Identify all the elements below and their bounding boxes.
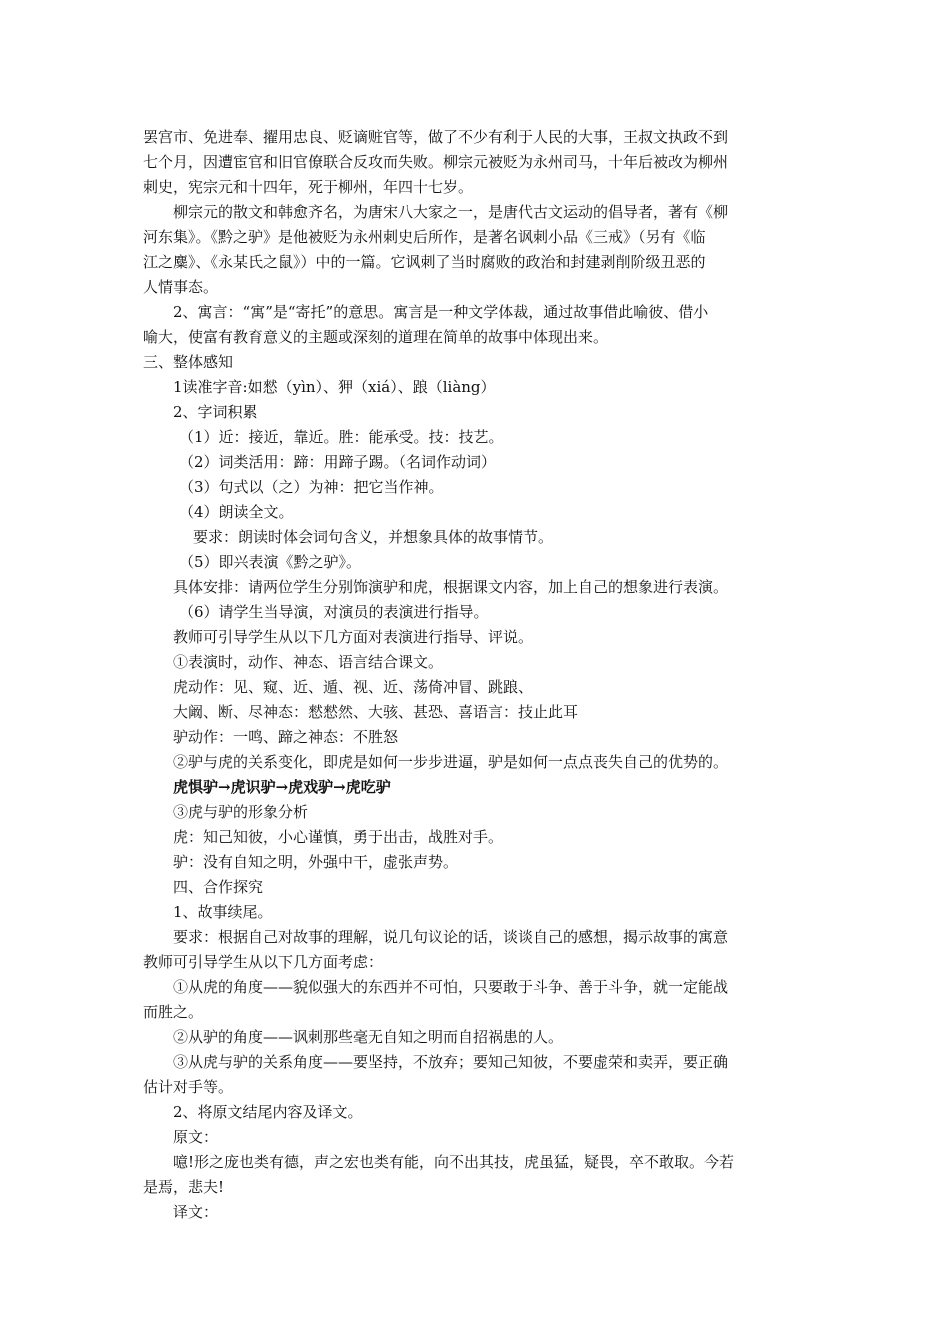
text-line: 七个月，因遭宦官和旧官僚联合反攻而失败。柳宗元被贬为永州司马，十年后被改为柳州 (143, 153, 729, 171)
text-line: 噫!形之庞也类有德，声之宏也类有能，向不出其技，虎虽猛，疑畏，卒不敢取。今若 (173, 1153, 735, 1171)
text-line: ②驴与虎的关系变化，即虎是如何一步步进逼，驴是如何一点点丧失自己的优势的。 (173, 753, 729, 771)
text-line: 原文： (173, 1128, 219, 1146)
text-line: （1）近：接近，靠近。胜：能承受。技：技艺。 (179, 428, 504, 446)
text-line: 刺史，宪宗元和十四年，死于柳州，年四十七岁。 (143, 178, 474, 196)
text-line: （6）请学生当导演，对演员的表演进行指导。 (179, 603, 489, 621)
text-line: 喻大，使富有教育意义的主题或深刻的道理在简单的故事中体现出来。 (143, 328, 609, 346)
text-line: 2、寓言：“寓”是“寄托”的意思。寓言是一种文学体裁，通过故事借此喻彼、借小 (173, 303, 709, 321)
section-heading: 三、整体感知 (143, 353, 234, 371)
text-line: ①表演时，动作、神态、语言结合课文。 (173, 653, 444, 671)
text-line: ①从虎的角度——貌似强大的东西并不可怕，只要敢于斗争、善于斗争，就一定能战 (173, 978, 729, 996)
text-line: 虎：知己知彼，小心谨慎，勇于出击，战胜对手。 (173, 828, 504, 846)
text-line: 是焉，悲夫! (143, 1178, 225, 1196)
text-line: 驴：没有自知之明，外强中干，虚张声势。 (173, 853, 459, 871)
text-line: 驴动作：一鸣、蹄之神态：不胜怒 (173, 728, 399, 746)
text-line: 河东集》。《黔之驴》是他被贬为永州刺史后所作，是著名讽刺小品《三戒》（另有《临 (143, 228, 706, 246)
text-line: 1、故事续尾。 (173, 903, 273, 921)
text-line: ③从虎与驴的关系角度——要坚持，不放弃；要知己知彼，不要虚荣和卖弄，要正确 (173, 1053, 729, 1071)
text-line: 1读准字音:如憖（yìn）、狎（xiá）、踉（liàng） (173, 378, 496, 396)
text-line: 罢宫市、免进奉、擢用忠良、贬谪赃官等，做了不少有利于人民的大事，王叔文执政不到 (143, 128, 729, 146)
text-line: 要求：朗读时体会词句含义，并想象具体的故事情节。 (193, 528, 554, 546)
text-line: 译文： (173, 1203, 219, 1221)
text-line: 要求：根据自己对故事的理解，说几句议论的话，谈谈自己的感想，揭示故事的寓意 (173, 928, 729, 946)
text-line: 2、将原文结尾内容及译文。 (173, 1103, 363, 1121)
text-line: 估计对手等。 (143, 1078, 234, 1096)
section-heading: 四、合作探究 (173, 878, 264, 896)
text-line: 人情事态。 (143, 278, 219, 296)
text-line: （2）词类活用：蹄：用蹄子踢。（名词作动词） (179, 453, 497, 471)
text-line: （3）句式以（之）为神：把它当作神。 (179, 478, 444, 496)
text-line: 具体安排：请两位学生分别饰演驴和虎，根据课文内容，加上自己的想象进行表演。 (173, 578, 729, 596)
bold-flow-line: 虎惧驴→虎识驴→虎戏驴→虎吃驴 (173, 778, 391, 796)
text-line: 教师可引导学生从以下几方面对表演进行指导、评说。 (173, 628, 534, 646)
text-line: ③虎与驴的形象分析 (173, 803, 309, 821)
text-line: 2、字词积累 (173, 403, 258, 421)
text-line: 大阚、断、尽神态：憖憖然、大骇、甚恐、喜语言：技止此耳 (173, 703, 579, 721)
text-line: （5）即兴表演《黔之驴》。 (179, 553, 362, 571)
text-line: ②从驴的角度——讽刺那些毫无自知之明而自招祸患的人。 (173, 1028, 564, 1046)
text-line: 柳宗元的散文和韩愈齐名，为唐宋八大家之一，是唐代古文运动的倡导者，著有《柳 (173, 203, 729, 221)
text-line: （4）朗读全文。 (179, 503, 294, 521)
text-line: 而胜之。 (143, 1003, 204, 1021)
text-line: 教师可引导学生从以下几方面考虑： (143, 953, 384, 971)
text-line: 虎动作：见、窥、近、遁、视、近、荡倚冲冒、跳踉、 (173, 678, 534, 696)
text-line: 江之麋》、《永某氏之鼠》）中的一篇。它讽刺了当时腐败的政治和封建剥削阶级丑恶的 (143, 253, 706, 271)
